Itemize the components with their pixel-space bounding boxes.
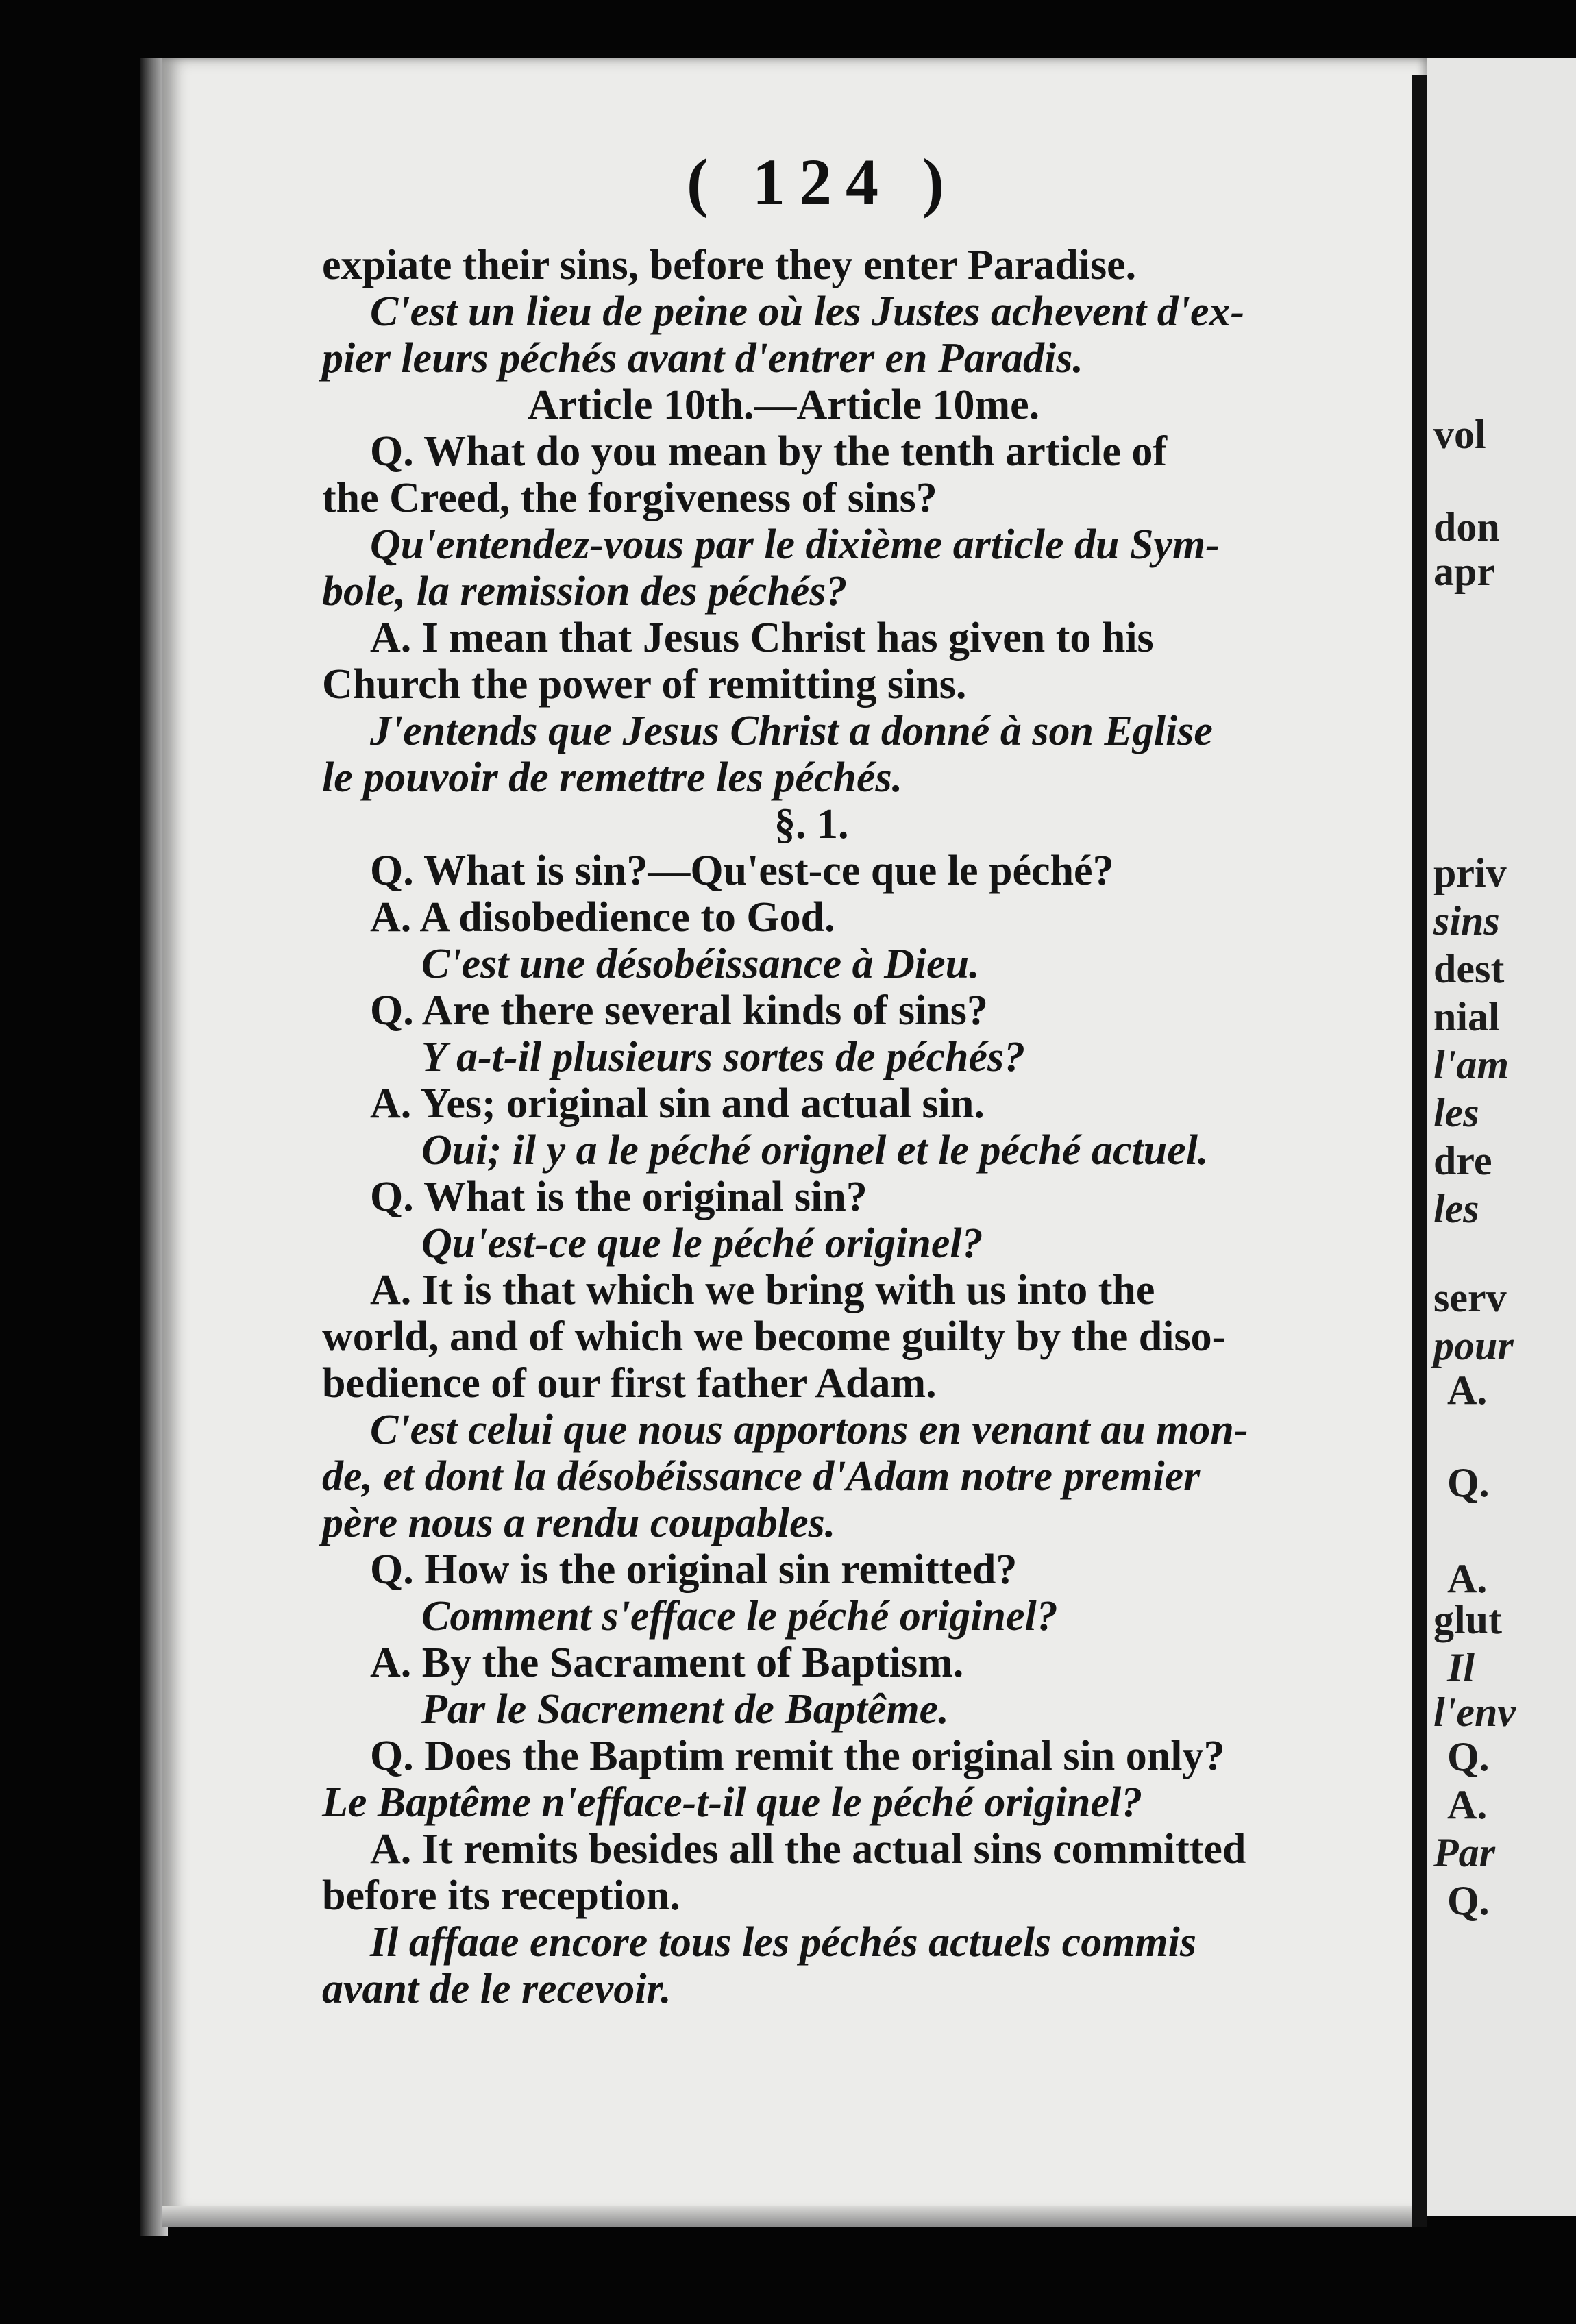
adjacent-page-fragment: l'env — [1433, 1690, 1516, 1735]
adjacent-page-fragment: Par — [1433, 1830, 1495, 1875]
adjacent-page-fragment: priv — [1433, 850, 1507, 895]
text-line: Q. How is the original sin remitted? — [370, 1546, 1018, 1593]
page-number: ( 124 ) — [687, 145, 958, 219]
adjacent-page-fragment: pour — [1433, 1323, 1514, 1368]
text-line: A. Yes; original sin and actual sin. — [370, 1080, 985, 1127]
text-line: Q. Are there several kinds of sins? — [370, 987, 988, 1034]
text-line: Y a-t-il plusieurs sortes de péchés? — [421, 1034, 1026, 1080]
adjacent-page-fragment: dest — [1433, 946, 1505, 991]
text-line: avant de le recevoir. — [322, 1966, 672, 2012]
text-line: world, and of which we become guilty by the diso- — [322, 1313, 1227, 1360]
text-line: Q. What is the original sin? — [370, 1174, 867, 1220]
text-line: J'entends que Jesus Christ a donné à son Eglise — [370, 708, 1213, 754]
text-line: le pouvoir de remettre les péchés. — [322, 754, 903, 801]
text-line: Qu'entendez-vous par le dixième article du Sym- — [370, 521, 1220, 568]
page-bottom-edge — [162, 2206, 1427, 2227]
text-line: pier leurs péchés avant d'entrer en Paradis. — [322, 335, 1083, 382]
text-line: de, et dont la désobéissance d'Adam notre premier — [322, 1453, 1201, 1500]
text-line: Qu'est-ce que le péché originel? — [421, 1220, 983, 1267]
adjacent-page-fragment: A. — [1447, 1556, 1488, 1601]
text-line: A. I mean that Jesus Christ has given to his — [370, 615, 1154, 661]
text-line: before its reception. — [322, 1872, 680, 1919]
adjacent-page-fragment: Q. — [1447, 1460, 1490, 1505]
adjacent-page-fragment: l'am — [1433, 1042, 1510, 1087]
text-line: Church the power of remitting sins. — [322, 661, 967, 708]
adjacent-page-fragment: dre — [1433, 1138, 1492, 1183]
text-line: A. By the Sacrament of Baptism. — [370, 1640, 964, 1686]
page-gutter — [1412, 75, 1427, 2227]
adjacent-page-fragment: vol — [1433, 412, 1486, 457]
adjacent-page-fragment: sins — [1433, 898, 1500, 943]
text-line: A. It is that which we bring with us into the — [370, 1267, 1155, 1313]
adjacent-page-fragment: apr — [1433, 549, 1495, 594]
text-line: Par le Sacrement de Baptême. — [421, 1686, 949, 1733]
text-line: Il affaae encore tous les péchés actuels commis — [370, 1919, 1197, 1966]
text-line: Le Baptême n'efface-t-il que le péché originel? — [322, 1779, 1143, 1826]
text-line: bole, la remission des péchés? — [322, 568, 848, 615]
adjacent-page-fragment: A. — [1447, 1368, 1488, 1413]
adjacent-page-fragment: A. — [1447, 1782, 1488, 1827]
adjacent-page-fragment: les — [1433, 1186, 1479, 1231]
text-line: père nous a rendu coupables. — [322, 1500, 836, 1546]
adjacent-page-fragment: Il — [1447, 1645, 1475, 1690]
adjacent-page-fragment: nial — [1433, 994, 1500, 1039]
adjacent-page-fragment: Q. — [1447, 1734, 1490, 1779]
section-heading: Article 10th.—Article 10me. — [528, 382, 1040, 428]
text-line: Q. What is sin?—Qu'est-ce que le péché? — [370, 848, 1114, 894]
adjacent-page — [1427, 58, 1576, 2216]
text-line: Q. Does the Baptim remit the original sin only? — [370, 1733, 1225, 1779]
text-line: the Creed, the forgiveness of sins? — [322, 475, 937, 521]
text-line: A. A disobedience to God. — [370, 894, 835, 941]
adjacent-page-fragment: glut — [1433, 1597, 1503, 1642]
text-line: bedience of our first father Adam. — [322, 1360, 937, 1407]
adjacent-page-fragment: les — [1433, 1090, 1479, 1135]
text-line: Comment s'efface le péché originel? — [421, 1593, 1058, 1640]
adjacent-page-fragment: Q. — [1447, 1878, 1490, 1923]
adjacent-page-fragment: don — [1433, 504, 1500, 549]
section-heading: §. 1. — [774, 801, 849, 848]
adjacent-page-fragment: serv — [1433, 1275, 1507, 1320]
text-line: A. It remits besides all the actual sins committed — [370, 1826, 1246, 1872]
text-line: C'est celui que nous apportons en venant au mon- — [370, 1407, 1248, 1453]
text-line: C'est un lieu de peine où les Justes achevent d'ex- — [370, 288, 1245, 335]
text-line: expiate their sins, before they enter Paradise. — [322, 242, 1137, 288]
text-line: Q. What do you mean by the tenth article of — [370, 428, 1168, 475]
text-line: Oui; il y a le péché orignel et le péché actuel. — [421, 1127, 1209, 1174]
text-line: C'est une désobéissance à Dieu. — [421, 941, 980, 987]
